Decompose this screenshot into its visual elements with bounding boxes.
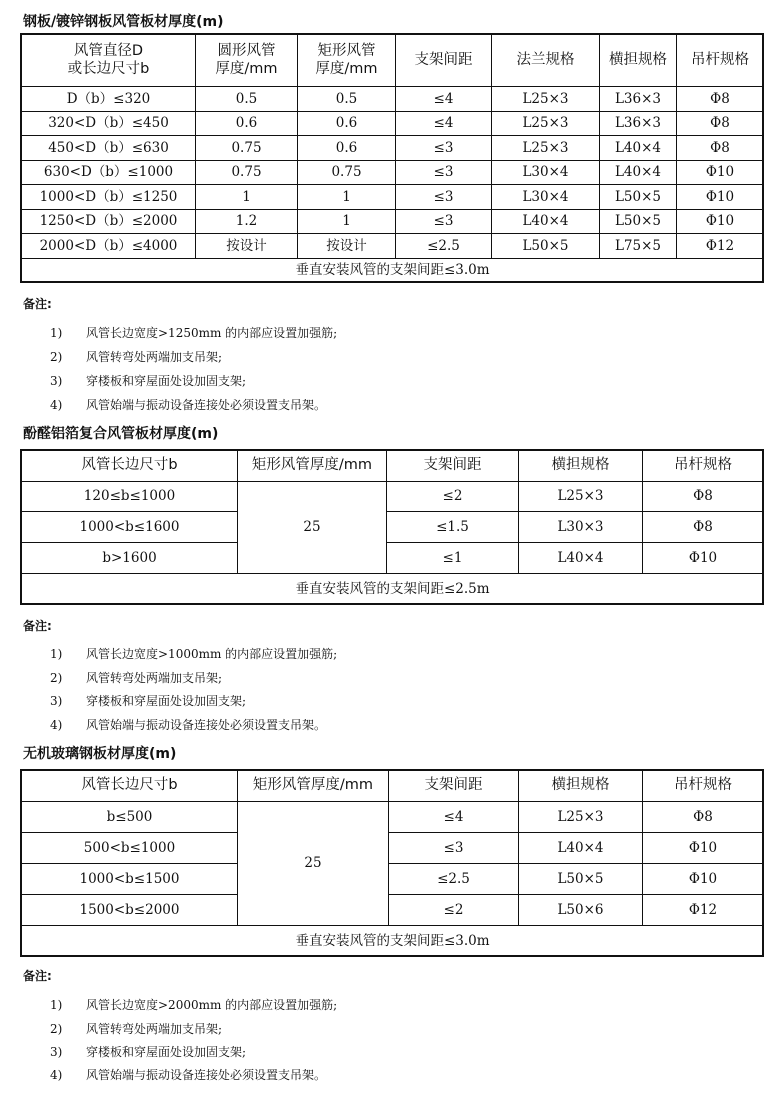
section-title-steel: 钢板/镀锌钢板风管板材厚度(m) xyxy=(23,14,224,30)
table-cell: 630<D（b）≤1000 xyxy=(22,160,196,185)
table-row xyxy=(22,543,764,574)
table-cell: L30×3 xyxy=(519,512,643,543)
note-text: 穿楼板和穿屋面处设加固支架; xyxy=(86,694,247,708)
note-text: 风管始端与振动设备连接处必须设置支吊架。 xyxy=(86,398,327,412)
table-cell: 0.6 xyxy=(298,136,396,161)
thickness-cell: 25 xyxy=(238,482,387,574)
table-cell: ≤2.5 xyxy=(389,864,519,895)
phenolic-duct-table xyxy=(21,450,764,605)
table-cell: L25×3 xyxy=(519,802,643,833)
table-cell: ≤2.5 xyxy=(396,234,492,259)
table-cell: L50×5 xyxy=(519,864,643,895)
table-cell: Φ10 xyxy=(643,864,764,895)
table-row xyxy=(22,136,764,161)
header-cell: 吊杆规格 xyxy=(643,771,764,802)
header-cell: 风管长边尺寸b xyxy=(22,771,238,802)
header-cell: 法兰规格 xyxy=(492,35,600,87)
note-number: 3) xyxy=(50,694,63,708)
table-cell: L40×4 xyxy=(600,136,677,161)
table-footer-row xyxy=(22,258,764,282)
header-cell xyxy=(196,35,298,87)
table-cell: D（b）≤320 xyxy=(22,87,196,112)
table-cell: ≤3 xyxy=(396,160,492,185)
header-cell: 吊杆规格 xyxy=(677,35,764,87)
header-cell xyxy=(298,35,396,87)
note-number: 4) xyxy=(50,1068,63,1082)
table-row xyxy=(22,160,764,185)
table-cell: 0.5 xyxy=(298,87,396,112)
note-item xyxy=(50,396,326,413)
vertical-support-note: 垂直安装风管的支架间距≤2.5m xyxy=(22,574,764,605)
note-item xyxy=(50,1066,326,1083)
notes-label: 备注: xyxy=(23,297,52,311)
note-text: 风管转弯处两端加支吊架; xyxy=(86,671,223,685)
note-item xyxy=(50,669,222,686)
table-cell: L25×3 xyxy=(492,111,600,136)
header-cell: 吊杆规格 xyxy=(643,451,764,482)
table-cell: 1000<b≤1500 xyxy=(22,864,238,895)
table-cell: L30×4 xyxy=(492,160,600,185)
table-cell: 1000<D（b）≤1250 xyxy=(22,185,196,210)
table-cell: L25×3 xyxy=(519,482,643,512)
notes-label: 备注: xyxy=(23,969,52,983)
table-cell: 0.6 xyxy=(298,111,396,136)
table-cell: L40×4 xyxy=(492,209,600,234)
table-cell: L75×5 xyxy=(600,234,677,259)
table-cell: 1000<b≤1600 xyxy=(22,512,238,543)
note-item xyxy=(50,1043,246,1060)
table-row xyxy=(22,512,764,543)
table-cell: Φ10 xyxy=(677,209,764,234)
table-cell: 0.75 xyxy=(196,160,298,185)
table-cell: Φ8 xyxy=(643,802,764,833)
table-row xyxy=(22,482,764,512)
table-row xyxy=(22,209,764,234)
table-cell: Φ12 xyxy=(643,895,764,926)
note-text: 风管转弯处两端加支吊架; xyxy=(86,1022,223,1036)
table-cell: Φ8 xyxy=(643,512,764,543)
note-text: 风管始端与振动设备连接处必须设置支吊架。 xyxy=(86,1068,327,1082)
note-number: 1) xyxy=(50,326,63,340)
note-number: 2) xyxy=(50,1022,63,1036)
table-header-row xyxy=(22,771,764,802)
note-text: 风管转弯处两端加支吊架; xyxy=(86,350,223,364)
table-row xyxy=(22,87,764,112)
table-cell: 1500<b≤2000 xyxy=(22,895,238,926)
table-cell: L50×6 xyxy=(519,895,643,926)
table-cell: Φ10 xyxy=(677,185,764,210)
header-cell xyxy=(22,35,196,87)
table-row xyxy=(22,802,764,833)
note-text: 穿楼板和穿屋面处设加固支架; xyxy=(86,1045,247,1059)
note-number: 2) xyxy=(50,350,63,364)
table-cell: Φ10 xyxy=(643,833,764,864)
table-cell: L40×4 xyxy=(519,833,643,864)
table-cell: Φ10 xyxy=(677,160,764,185)
table-cell: ≤4 xyxy=(396,87,492,112)
table-cell: 1 xyxy=(196,185,298,210)
note-item xyxy=(50,996,337,1013)
header-label: 风管直径D 或长边尺寸b xyxy=(67,43,150,77)
table-cell: ≤2 xyxy=(387,482,519,512)
table-footer-row xyxy=(22,574,764,605)
table-cell: b≤500 xyxy=(22,802,238,833)
table-header-row xyxy=(22,451,764,482)
section-title-phenolic: 酚醛铝箔复合风管板材厚度(m) xyxy=(23,426,219,442)
header-cell: 支架间距 xyxy=(387,451,519,482)
note-number: 4) xyxy=(50,718,63,732)
table-cell: 1.2 xyxy=(196,209,298,234)
table-cell: 450<D（b）≤630 xyxy=(22,136,196,161)
note-item xyxy=(50,372,246,389)
table-cell: Φ8 xyxy=(677,111,764,136)
table-row xyxy=(22,895,764,926)
note-number: 4) xyxy=(50,398,63,412)
table-cell: 1250<D（b）≤2000 xyxy=(22,209,196,234)
table-cell: 0.75 xyxy=(196,136,298,161)
table-cell: 0.5 xyxy=(196,87,298,112)
table-row xyxy=(22,833,764,864)
note-text: 穿楼板和穿屋面处设加固支架; xyxy=(86,374,247,388)
table-cell: b>1600 xyxy=(22,543,238,574)
note-item xyxy=(50,1020,222,1037)
table-cell: L36×3 xyxy=(600,87,677,112)
table-cell: 320<D（b）≤450 xyxy=(22,111,196,136)
vertical-support-note: 垂直安装风管的支架间距≤3.0m xyxy=(22,926,764,957)
header-cell: 横担规格 xyxy=(519,771,643,802)
table-cell: 2000<D（b）≤4000 xyxy=(22,234,196,259)
table-row xyxy=(22,234,764,259)
table-cell: 1 xyxy=(298,209,396,234)
table-cell: 按设计 xyxy=(298,234,396,259)
table-cell: 120≤b≤1000 xyxy=(22,482,238,512)
table-cell: ≤2 xyxy=(389,895,519,926)
note-item xyxy=(50,692,246,709)
table-cell: L50×5 xyxy=(600,209,677,234)
note-item xyxy=(50,348,222,365)
header-cell: 支架间距 xyxy=(389,771,519,802)
table-cell: Φ12 xyxy=(677,234,764,259)
table-cell: 1 xyxy=(298,185,396,210)
vertical-support-note: 垂直安装风管的支架间距≤3.0m xyxy=(22,258,764,282)
table-cell: 500<b≤1000 xyxy=(22,833,238,864)
table-cell: L36×3 xyxy=(600,111,677,136)
table-cell: ≤3 xyxy=(396,136,492,161)
table-row xyxy=(22,185,764,210)
table-cell: L40×4 xyxy=(600,160,677,185)
table-header-row xyxy=(22,35,764,87)
note-item xyxy=(50,645,337,662)
note-item xyxy=(50,324,337,341)
note-number: 3) xyxy=(50,1045,63,1059)
table-cell: L50×5 xyxy=(492,234,600,259)
note-number: 2) xyxy=(50,671,63,685)
table-row xyxy=(22,111,764,136)
table-row xyxy=(22,864,764,895)
steel-duct-table xyxy=(21,34,764,283)
table-cell: ≤4 xyxy=(396,111,492,136)
section-title-fiberglass: 无机玻璃钢板材厚度(m) xyxy=(23,746,177,762)
table-cell: L25×3 xyxy=(492,87,600,112)
note-text: 风管长边宽度>2000mm 的内部应设置加强筋; xyxy=(86,998,338,1012)
note-number: 1) xyxy=(50,998,63,1012)
table-cell: L25×3 xyxy=(492,136,600,161)
header-cell: 横担规格 xyxy=(600,35,677,87)
table-cell: 0.6 xyxy=(196,111,298,136)
header-cell: 支架间距 xyxy=(396,35,492,87)
fiberglass-duct-table xyxy=(21,770,764,957)
table-cell: ≤3 xyxy=(396,185,492,210)
header-cell: 风管长边尺寸b xyxy=(22,451,238,482)
table-cell: 0.75 xyxy=(298,160,396,185)
header-cell: 矩形风管厚度/mm xyxy=(238,771,389,802)
note-text: 风管长边宽度>1000mm 的内部应设置加强筋; xyxy=(86,647,338,661)
table-cell: Φ10 xyxy=(643,543,764,574)
table-footer-row xyxy=(22,926,764,957)
note-item xyxy=(50,716,326,733)
table-cell: L30×4 xyxy=(492,185,600,210)
table-cell: L50×5 xyxy=(600,185,677,210)
table-cell: ≤3 xyxy=(389,833,519,864)
thickness-cell: 25 xyxy=(238,802,389,926)
note-text: 风管始端与振动设备连接处必须设置支吊架。 xyxy=(86,718,327,732)
note-number: 1) xyxy=(50,647,63,661)
table-cell: Φ8 xyxy=(643,482,764,512)
table-cell: ≤1.5 xyxy=(387,512,519,543)
header-cell: 矩形风管厚度/mm xyxy=(238,451,387,482)
table-cell: ≤4 xyxy=(389,802,519,833)
header-label: 圆形风管 厚度/mm xyxy=(215,43,278,77)
table-cell: Φ8 xyxy=(677,87,764,112)
header-cell: 横担规格 xyxy=(519,451,643,482)
table-cell: L40×4 xyxy=(519,543,643,574)
table-cell: 按设计 xyxy=(196,234,298,259)
table-cell: Φ8 xyxy=(677,136,764,161)
header-label: 矩形风管 厚度/mm xyxy=(315,43,378,77)
note-text: 风管长边宽度>1250mm 的内部应设置加强筋; xyxy=(86,326,338,340)
note-number: 3) xyxy=(50,374,63,388)
notes-label: 备注: xyxy=(23,619,52,633)
table-cell: ≤1 xyxy=(387,543,519,574)
table-cell: ≤3 xyxy=(396,209,492,234)
